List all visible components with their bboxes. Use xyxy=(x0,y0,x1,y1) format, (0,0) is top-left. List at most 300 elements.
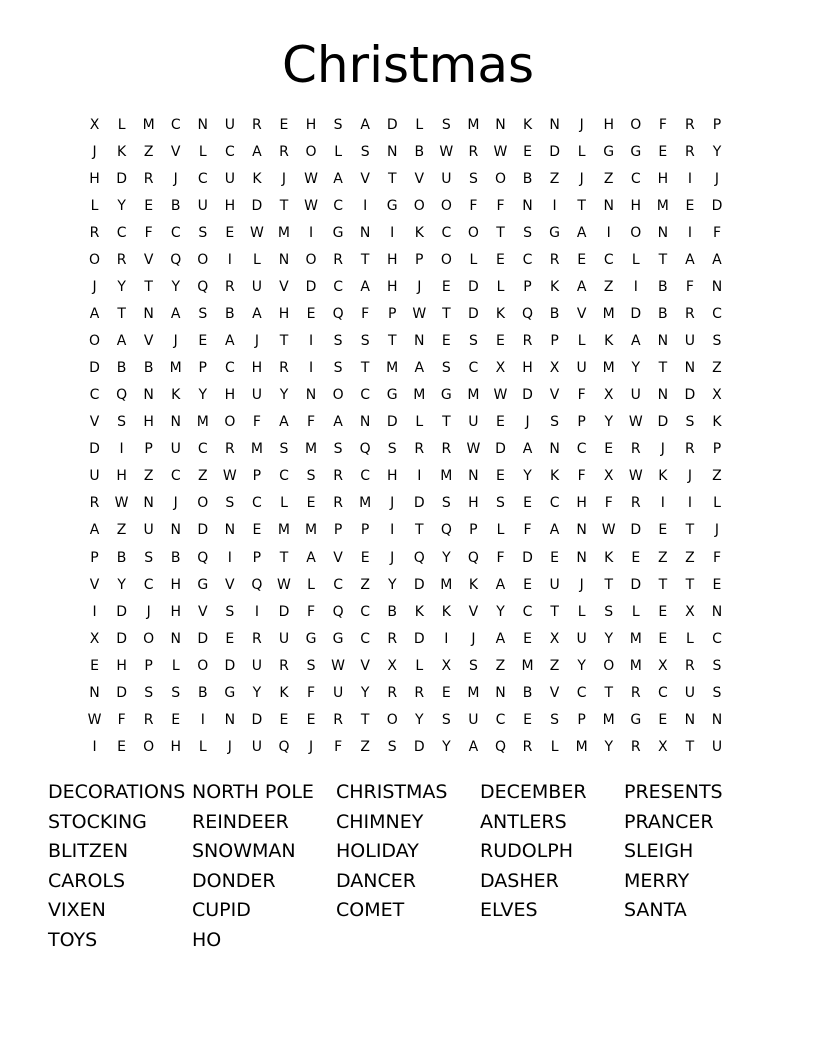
grid-letter: O xyxy=(413,197,425,214)
grid-letter: B xyxy=(116,360,127,377)
grid-letter: C xyxy=(143,576,154,593)
grid-letter: Q xyxy=(251,576,263,593)
grid-letter: C xyxy=(441,224,452,241)
grid-letter: G xyxy=(305,630,317,647)
word-list-item: DASHER xyxy=(480,869,559,892)
grid-letter: O xyxy=(440,251,452,268)
grid-letter: T xyxy=(144,278,153,295)
grid-letter: R xyxy=(252,116,262,133)
grid-letter: J xyxy=(579,170,584,187)
grid-letter: R xyxy=(522,738,533,755)
grid-letter: H xyxy=(386,278,398,295)
grid-letter: B xyxy=(143,360,154,377)
grid-letter: P xyxy=(577,711,586,728)
grid-letter: A xyxy=(89,305,100,322)
grid-letter: U xyxy=(468,414,479,431)
grid-letter: H xyxy=(170,603,181,620)
word-list-item: BLITZEN xyxy=(48,840,129,863)
grid-letter: S xyxy=(550,711,560,728)
grid-letter: B xyxy=(522,170,533,187)
grid-letter: E xyxy=(225,224,235,241)
grid-letter: R xyxy=(333,711,343,728)
grid-letter: Y xyxy=(523,468,532,485)
grid-letter: A xyxy=(495,576,506,593)
grid-letter: E xyxy=(658,630,668,647)
grid-letter: T xyxy=(577,197,586,214)
grid-letter: Y xyxy=(279,387,289,404)
grid-letter: T xyxy=(387,333,397,350)
grid-letter: X xyxy=(685,603,695,620)
grid-letter: M xyxy=(304,441,318,458)
grid-letter: R xyxy=(143,711,154,728)
grid-letter: P xyxy=(144,657,153,674)
grid-letter: V xyxy=(414,170,425,187)
grid-letter: F xyxy=(334,738,343,755)
grid-letter: S xyxy=(144,684,154,701)
grid-letter: I xyxy=(363,197,368,214)
grid-letter: H xyxy=(630,197,642,214)
grid-letter: K xyxy=(468,576,478,593)
grid-letter: W xyxy=(87,711,102,728)
grid-letter: E xyxy=(658,143,668,160)
grid-letter: B xyxy=(549,305,560,322)
grid-letter: D xyxy=(630,305,642,322)
grid-letter: V xyxy=(143,333,154,350)
grid-letter: U xyxy=(170,441,181,458)
grid-letter: L xyxy=(631,603,640,620)
word-list-item: ANTLERS xyxy=(480,810,567,833)
grid-letter: P xyxy=(252,549,262,566)
grid-letter: B xyxy=(658,305,668,322)
grid-letter: C xyxy=(360,468,371,485)
grid-letter: J xyxy=(254,333,259,350)
grid-letter: J xyxy=(471,630,476,647)
grid-letter: T xyxy=(415,522,424,539)
grid-letter: O xyxy=(603,657,615,674)
grid-letter: U xyxy=(251,738,263,755)
grid-letter: H xyxy=(224,387,236,404)
grid-letter: P xyxy=(712,116,722,133)
grid-letter: D xyxy=(630,576,642,593)
grid-letter: N xyxy=(197,116,209,133)
grid-letter: A xyxy=(495,630,506,647)
grid-letter: E xyxy=(685,197,695,214)
grid-letter: P xyxy=(523,278,532,295)
grid-letter: C xyxy=(333,278,343,295)
grid-letter: W xyxy=(412,305,427,322)
grid-letter: P xyxy=(415,251,424,268)
grid-letter: K xyxy=(252,170,262,187)
grid-letter: H xyxy=(116,468,127,485)
grid-letter: P xyxy=(577,414,586,431)
grid-letter: U xyxy=(468,711,479,728)
grid-letter: N xyxy=(143,305,154,322)
grid-letter: K xyxy=(279,684,289,701)
grid-letter: I xyxy=(444,630,449,647)
grid-letter: B xyxy=(197,684,208,701)
grid-letter: T xyxy=(685,576,695,593)
grid-letter: C xyxy=(333,576,343,593)
grid-letter: S xyxy=(712,333,722,350)
grid-letter: I xyxy=(633,278,638,295)
word-list-item: VIXEN xyxy=(48,899,106,922)
grid-letter: N xyxy=(684,711,696,728)
grid-letter: Q xyxy=(494,738,506,755)
grid-letter: K xyxy=(712,414,722,431)
grid-letter: Q xyxy=(197,549,209,566)
grid-letter: L xyxy=(415,657,424,674)
grid-letter: K xyxy=(414,224,424,241)
grid-letter: S xyxy=(441,711,451,728)
grid-letter: Y xyxy=(387,576,397,593)
grid-letter: G xyxy=(549,224,561,241)
grid-letter: I xyxy=(417,468,422,485)
grid-row xyxy=(81,706,731,733)
grid-letter: S xyxy=(225,603,235,620)
grid-letter: A xyxy=(468,738,479,755)
grid-letter: X xyxy=(387,657,398,674)
grid-letter: T xyxy=(685,522,695,539)
grid-letter: U xyxy=(332,684,344,701)
grid-letter: R xyxy=(441,441,452,458)
grid-letter: E xyxy=(550,549,560,566)
grid-letter: D xyxy=(468,305,479,322)
grid-letter: H xyxy=(305,116,317,133)
grid-letter: I xyxy=(227,549,232,566)
grid-letter: J xyxy=(579,116,584,133)
grid-letter: J xyxy=(660,441,665,458)
grid-letter: W xyxy=(601,522,616,539)
word-list-item: DECORATIONS xyxy=(48,781,186,803)
grid-letter: Z xyxy=(658,549,668,566)
word-list-item: TOYS xyxy=(48,928,98,951)
grid-letter: M xyxy=(440,576,453,593)
grid-letter: H xyxy=(278,305,290,322)
grid-letter: D xyxy=(305,278,317,295)
grid-letter: N xyxy=(576,522,587,539)
grid-letter: D xyxy=(116,170,127,187)
grid-letter: T xyxy=(117,305,126,322)
grid-letter: V xyxy=(197,603,208,620)
grid-letter: O xyxy=(305,251,317,268)
grid-letter: V xyxy=(468,603,479,620)
grid-letter: K xyxy=(604,333,614,350)
grid-letter: X xyxy=(658,738,668,755)
grid-letter: J xyxy=(579,576,584,593)
grid-letter: L xyxy=(496,522,505,539)
grid-letter: I xyxy=(254,603,259,620)
grid-letter: B xyxy=(414,143,425,160)
grid-letter: O xyxy=(143,630,155,647)
grid-letter: E xyxy=(306,711,316,728)
word-list-item: DONDER xyxy=(192,869,276,892)
grid-letter: J xyxy=(92,278,97,295)
grid-letter: J xyxy=(714,522,720,539)
grid-letter: E xyxy=(658,711,668,728)
grid-letter: C xyxy=(712,630,722,647)
word-list-item: RUDOLPH xyxy=(480,840,574,863)
grid-letter: I xyxy=(308,333,314,350)
grid-letter: A xyxy=(279,414,289,431)
grid-letter: T xyxy=(279,333,289,350)
grid-row xyxy=(81,733,731,760)
word-list xyxy=(48,778,768,956)
grid-letter: R xyxy=(279,143,289,160)
grid-letter: R xyxy=(522,333,533,350)
grid-letter: V xyxy=(89,576,100,593)
grid-letter: S xyxy=(198,305,208,322)
grid-letter: C xyxy=(197,441,208,458)
grid-letter: E xyxy=(523,143,532,160)
grid-letter: D xyxy=(522,387,533,404)
grid-letter: L xyxy=(198,143,207,160)
grid-letter: E xyxy=(306,495,316,512)
word-list-item: DECEMBER xyxy=(480,781,587,803)
grid-letter: D xyxy=(522,549,533,566)
grid-letter: M xyxy=(602,305,615,322)
grid-letter: T xyxy=(496,224,505,241)
word-list-item: REINDEER xyxy=(192,810,289,833)
grid-letter: W xyxy=(222,468,237,485)
word-list-item: CHIMNEY xyxy=(336,810,424,833)
grid-letter: G xyxy=(224,684,236,701)
grid-letter: K xyxy=(171,387,181,404)
grid-letter: P xyxy=(252,468,262,485)
grid-letter: X xyxy=(89,116,100,133)
grid-letter: I xyxy=(119,441,124,458)
grid-letter: U xyxy=(684,333,696,350)
grid-letter: W xyxy=(466,441,481,458)
grid-letter: L xyxy=(253,251,261,268)
grid-letter: I xyxy=(200,711,205,728)
grid-letter: G xyxy=(386,197,398,214)
grid-letter: X xyxy=(712,387,722,404)
grid-letter: I xyxy=(308,224,314,241)
grid-letter: L xyxy=(469,251,478,268)
grid-letter: T xyxy=(360,711,370,728)
grid-letter: G xyxy=(197,576,209,593)
grid-letter: L xyxy=(577,143,586,160)
grid-letter: J xyxy=(390,549,395,566)
grid-letter: D xyxy=(495,441,506,458)
grid-letter: C xyxy=(279,468,289,485)
grid-letter: W xyxy=(331,657,346,674)
grid-letter: C xyxy=(576,684,587,701)
grid-letter: A xyxy=(630,333,641,350)
grid-letter: T xyxy=(550,603,559,620)
grid-letter: T xyxy=(387,170,397,187)
grid-letter: D xyxy=(711,197,723,214)
grid-letter: M xyxy=(629,657,642,674)
grid-letter: S xyxy=(496,495,505,512)
grid-letter: J xyxy=(525,414,530,431)
grid-letter: A xyxy=(225,333,235,350)
grid-letter: L xyxy=(577,603,586,620)
grid-letter: J xyxy=(227,738,232,755)
grid-letter: C xyxy=(333,197,343,214)
grid-letter: R xyxy=(685,305,695,322)
grid-letter: C xyxy=(360,630,371,647)
grid-letter: T xyxy=(360,360,370,377)
grid-letter: C xyxy=(630,170,641,187)
grid-letter: Y xyxy=(604,738,613,755)
grid-letter: D xyxy=(251,197,263,214)
grid-letter: W xyxy=(493,387,508,404)
grid-letter: U xyxy=(251,278,263,295)
grid-letter: R xyxy=(387,630,398,647)
page-title: Christmas xyxy=(281,36,535,94)
grid-letter: U xyxy=(684,684,696,701)
grid-letter: Y xyxy=(198,387,208,404)
grid-letter: E xyxy=(496,333,505,350)
grid-letter: N xyxy=(143,495,154,512)
grid-letter: D xyxy=(386,116,398,133)
grid-letter: E xyxy=(144,197,154,214)
grid-letter: H xyxy=(603,116,614,133)
grid-letter: E xyxy=(279,711,289,728)
word-list-item: PRANCER xyxy=(624,810,714,833)
grid-letter: L xyxy=(550,738,559,755)
grid-letter: D xyxy=(413,576,425,593)
grid-letter: Z xyxy=(197,468,208,485)
grid-letter: V xyxy=(225,576,235,593)
grid-letter: P xyxy=(550,333,559,350)
grid-letter: B xyxy=(522,684,533,701)
grid-letter: Q xyxy=(197,278,209,295)
grid-letter: K xyxy=(604,549,614,566)
grid-letter: V xyxy=(549,684,560,701)
grid-letter: D xyxy=(413,738,425,755)
grid-letter: U xyxy=(630,387,641,404)
grid-letter: E xyxy=(252,522,262,539)
grid-letter: C xyxy=(224,360,235,377)
word-list-item: ELVES xyxy=(480,899,538,922)
grid-letter: O xyxy=(630,116,642,133)
grid-letter: F xyxy=(361,305,370,322)
grid-letter: M xyxy=(386,360,399,377)
grid-letter: D xyxy=(116,684,127,701)
grid-letter: M xyxy=(467,684,480,701)
grid-letter: M xyxy=(277,522,291,539)
grid-letter: E xyxy=(117,738,127,755)
grid-row xyxy=(81,652,731,679)
grid-letter: Q xyxy=(332,305,344,322)
grid-letter: F xyxy=(469,197,478,214)
grid-letter: A xyxy=(89,522,100,539)
grid-letter: A xyxy=(685,251,695,268)
grid-letter: A xyxy=(170,305,181,322)
grid-letter: H xyxy=(116,657,127,674)
grid-letter: A xyxy=(576,278,587,295)
word-list-item: SANTA xyxy=(624,899,687,922)
word-list-item: HOLIDAY xyxy=(336,840,419,863)
grid-letter: G xyxy=(630,711,642,728)
grid-letter: V xyxy=(143,251,154,268)
word-list-item: PRESENTS xyxy=(624,781,723,803)
word-list-item: HO xyxy=(192,928,222,951)
grid-letter: H xyxy=(657,170,669,187)
grid-letter: W xyxy=(249,224,264,241)
grid-letter: W xyxy=(439,143,454,160)
grid-letter: S xyxy=(306,468,316,485)
grid-letter: M xyxy=(602,711,615,728)
grid-letter: M xyxy=(602,360,615,377)
grid-letter: W xyxy=(304,197,318,214)
grid-letter: S xyxy=(441,495,451,512)
grid-letter: J xyxy=(173,333,178,350)
grid-letter: E xyxy=(360,549,370,566)
grid-letter: I xyxy=(687,170,692,187)
grid-letter: W xyxy=(628,468,643,485)
grid-letter: F xyxy=(685,278,694,295)
grid-letter: L xyxy=(415,116,424,133)
grid-row xyxy=(81,355,731,382)
word-list-item: COMET xyxy=(336,899,405,922)
grid-letter: S xyxy=(523,224,532,241)
grid-letter: L xyxy=(280,495,288,512)
grid-letter: T xyxy=(685,738,695,755)
grid-letter: A xyxy=(333,170,343,187)
grid-letter: R xyxy=(224,278,235,295)
grid-letter: N xyxy=(359,224,371,241)
grid-letter: A xyxy=(549,522,560,539)
grid-letter: N xyxy=(495,116,506,133)
grid-letter: S xyxy=(387,441,397,458)
grid-letter: G xyxy=(603,143,615,160)
grid-letter: O xyxy=(386,711,398,728)
grid-letter: E xyxy=(523,576,532,593)
grid-letter: H xyxy=(576,495,587,512)
grid-letter: H xyxy=(170,576,181,593)
grid-letter: X xyxy=(658,657,668,674)
grid-letter: E xyxy=(225,630,235,647)
grid-letter: D xyxy=(684,387,696,404)
grid-letter: F xyxy=(252,414,261,431)
grid-letter: N xyxy=(414,333,425,350)
grid-letter: T xyxy=(604,684,613,701)
grid-letter: V xyxy=(360,657,370,674)
grid-row xyxy=(81,436,731,463)
grid-letter: M xyxy=(656,197,669,214)
grid-letter: R xyxy=(333,251,343,268)
grid-letter: W xyxy=(628,414,643,431)
grid-letter: S xyxy=(360,143,370,160)
grid-letter: P xyxy=(387,305,397,322)
grid-letter: V xyxy=(89,414,100,431)
letter-grid xyxy=(81,111,731,761)
grid-letter: O xyxy=(305,143,317,160)
grid-letter: E xyxy=(279,116,289,133)
grid-letter: R xyxy=(630,495,641,512)
grid-letter: P xyxy=(360,522,370,539)
grid-letter: Q xyxy=(278,738,290,755)
grid-letter: L xyxy=(334,143,342,160)
grid-letter: Q xyxy=(332,603,344,620)
grid-letter: W xyxy=(277,576,291,593)
grid-letter: H xyxy=(170,738,181,755)
grid-letter: L xyxy=(171,657,180,674)
grid-letter: E xyxy=(523,711,532,728)
grid-letter: M xyxy=(629,630,642,647)
grid-letter: S xyxy=(144,549,154,566)
grid-letter: F xyxy=(496,549,505,566)
grid-letter: T xyxy=(658,360,668,377)
grid-letter: I xyxy=(390,522,395,539)
grid-letter: R xyxy=(630,441,641,458)
grid-letter: H xyxy=(522,360,533,377)
grid-letter: F xyxy=(144,224,153,241)
grid-letter: P xyxy=(90,549,99,566)
